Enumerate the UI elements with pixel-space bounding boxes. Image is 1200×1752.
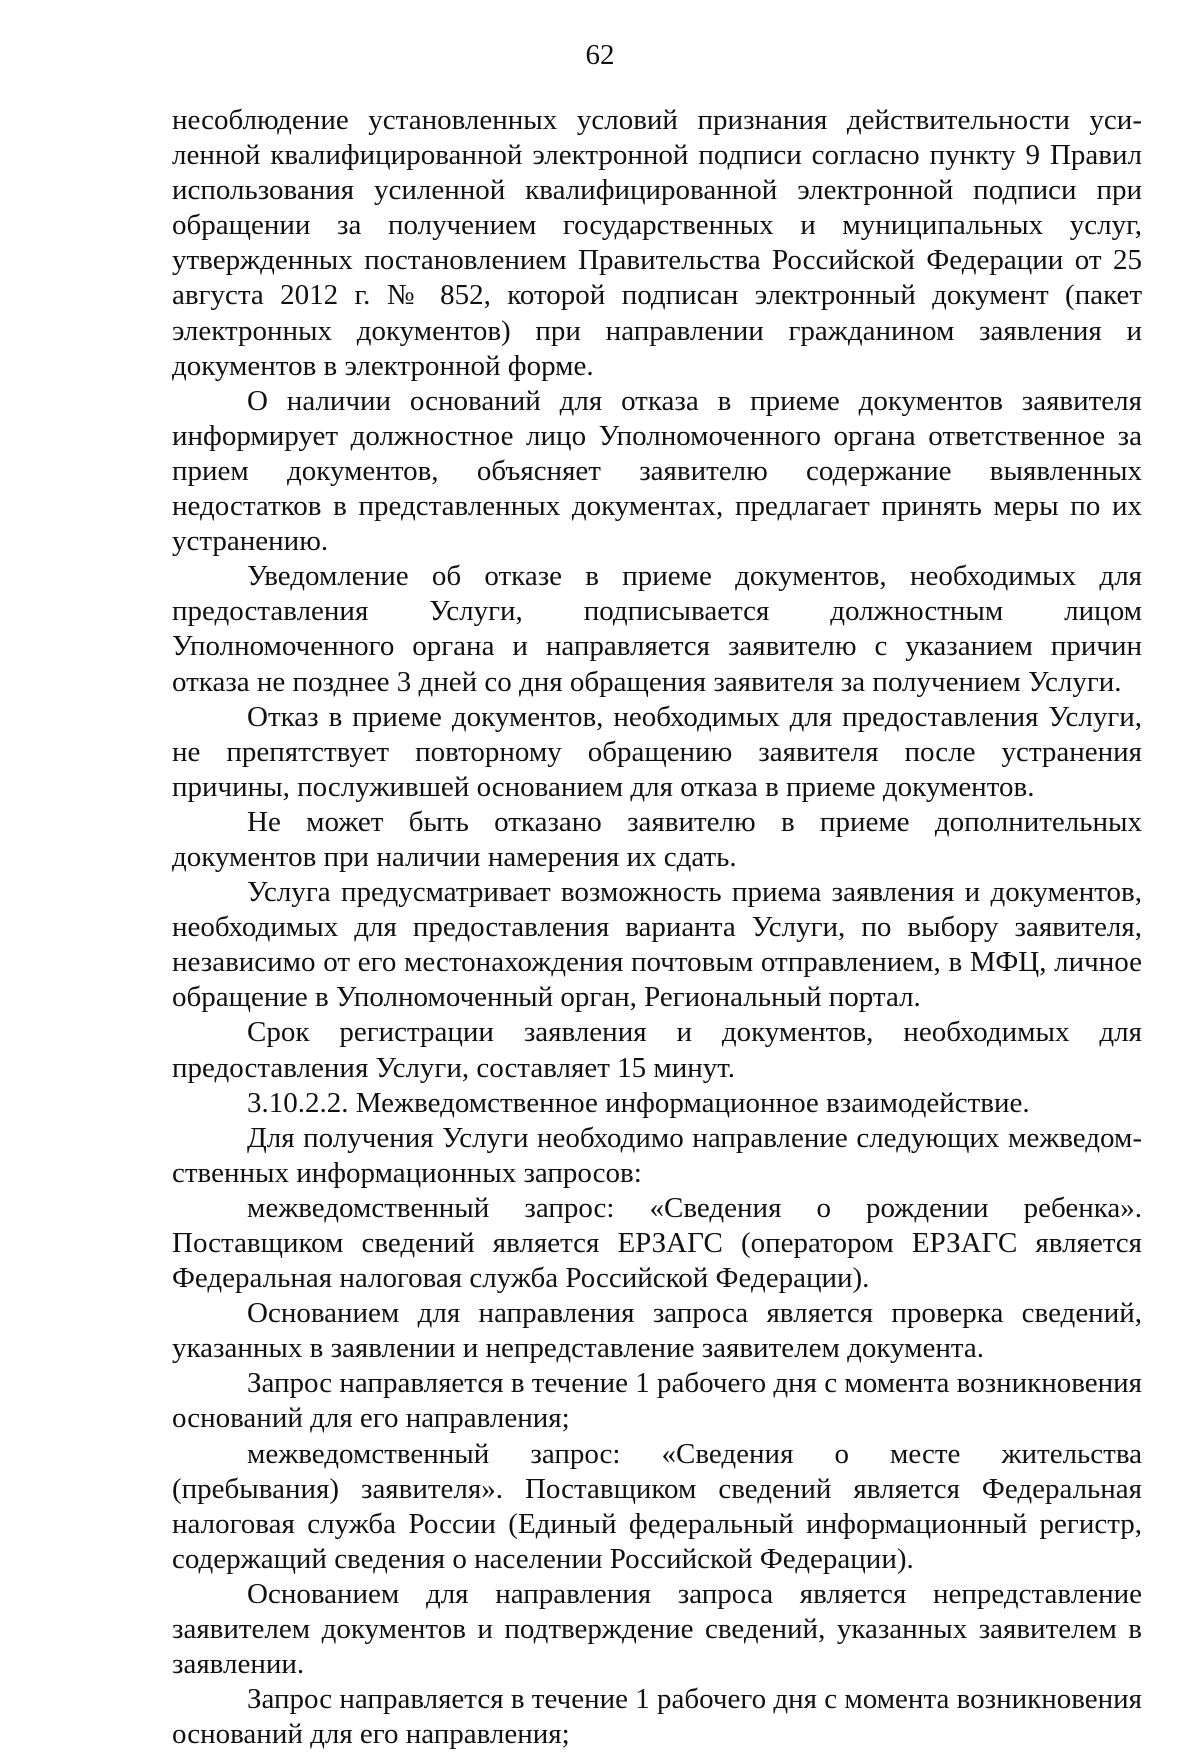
paragraph-7: Срок регистрации заявления и документов, необходимых для предоставления Услуги, составляет 15 минут. <box>172 1016 1142 1084</box>
paragraph-6: Услуга предусматривает возможность приема заявления и документов, необходимых для предоставления варианта Услуги, по выбору заявителя, независимо от его местонахождения почтовым отправлением, в МФЦ, личное обращение в Уполномоченный орган, Региональный портал. <box>172 876 1142 1014</box>
paragraph-4: Отказ в приеме документов, необходимых для предоставления Услуги, не препятствует повторному обращению заявителя после устранения причины, послужившей основанием для отказа в приеме документов. <box>172 700 1142 803</box>
paragraph-13: межведомственный запрос: «Сведения о месте жительства (пребывания) заявителя». Поставщиком сведений является Федеральная налоговая служба России (Единый федеральный информационный регистр, содержащий сведения о населении Российской Федерации). <box>172 1437 1142 1575</box>
page-number: 62 <box>585 39 615 71</box>
paragraph-1: несоблюдение установленных условий признания действительности усиленной квалифицированной электронной подписи согласно пункту 9 Правил использования усиленной квалифицированной электронной подписи при обращении за получением государственных и муниципальных услуг, утвержденных постановлением Правительства Российской Федерации от 25 августа 2012 г. № 852, которой подписан электронный документ (пакет электронных документов) при направлении гражданином заявления и документов в электронной форме. <box>172 104 1142 382</box>
paragraph-8: 3.10.2.2. Межведомственное информационное взаимодействие. <box>247 1086 1030 1119</box>
document-body <box>172 103 1142 1752</box>
paragraph-12: Запрос направляется в течение 1 рабочего дня с момента возникновения оснований для его направления; <box>172 1367 1142 1435</box>
paragraph-3: Уведомление об отказе в приеме документов, необходимых для предоставления Услуги, подписывается должностным лицом Уполномоченного органа и направляется заявителю с указанием причин отказа не позднее 3 дней со дня обращения заявителя за получением Услуги. <box>172 560 1142 698</box>
paragraph-10: межведомственный запрос: «Сведения о рождении ребенка». Поставщиком сведений является ЕРЗАГС (оператором ЕРЗАГС является Федеральная налоговая служба Российской Федерации). <box>172 1191 1142 1295</box>
paragraph-9: Для получения Услуги необходимо направление следующих межведомственных информационных запросов: <box>172 1121 1142 1189</box>
paragraph-15: Запрос направляется в течение 1 рабочего дня с момента возникновения оснований для его направления; <box>172 1683 1142 1751</box>
paragraph-14: Основанием для направления запроса является непредставление заявителем документов и подтверждение сведений, указанных заявителем в заявлении. <box>172 1577 1142 1681</box>
paragraph-11: Основанием для направления запроса является проверка сведений, указанных в заявлении и непредставление заявителем документа. <box>172 1297 1142 1365</box>
paragraph-5: Не может быть отказано заявителю в приеме дополнительных документов при наличии намерения их сдать. <box>172 805 1142 873</box>
paragraph-2: О наличии оснований для отказа в приеме документов заявителя информирует должностное лицо Уполномоченного органа ответственное за прием документов, объясняет заявителю содержание выявленных недостатков в представленных документах, предлагает принять меры по их устранению. <box>172 384 1142 558</box>
